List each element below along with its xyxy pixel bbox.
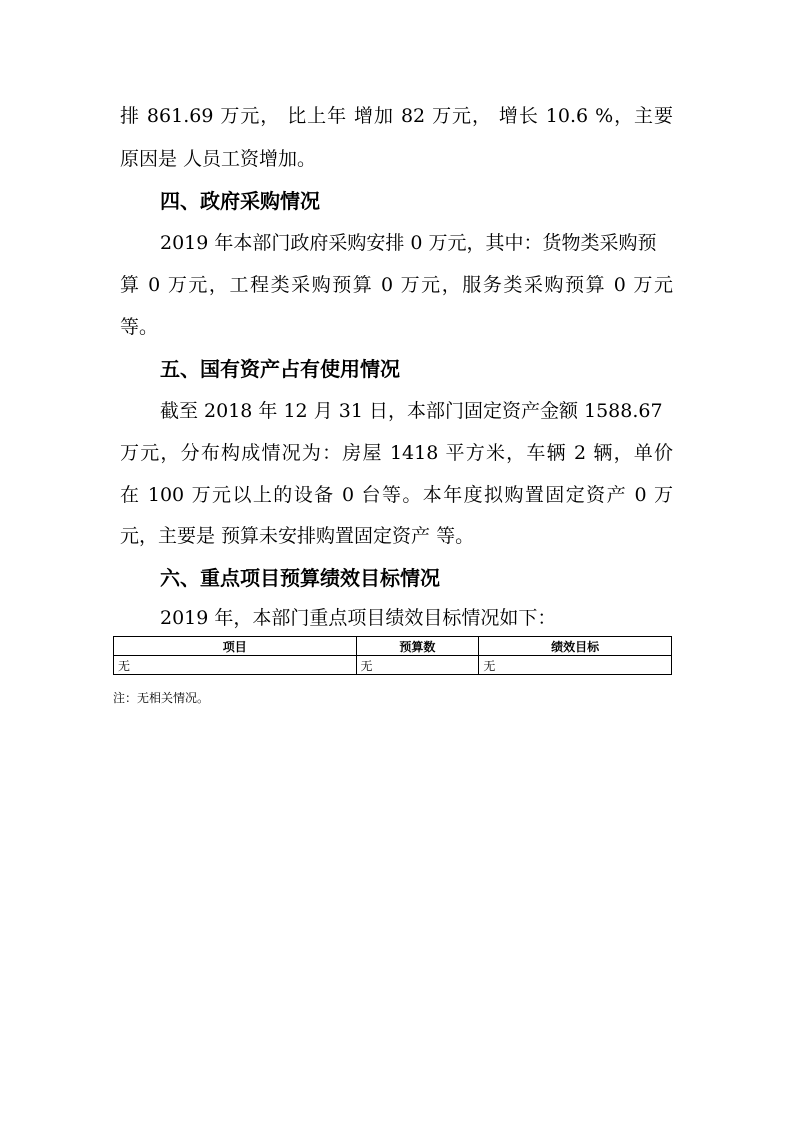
section-heading: 六、重点项目预算绩效目标情况 xyxy=(160,566,440,590)
paragraph-line: 等。 xyxy=(120,316,159,338)
paragraph-line: 2019 年，本部门重点项目绩效目标情况如下： xyxy=(160,607,557,629)
table-cell: 无 xyxy=(114,656,357,675)
column-header-target: 绩效目标 xyxy=(479,637,672,656)
table-cell: 无 xyxy=(356,656,479,675)
table-cell: 无 xyxy=(479,656,672,675)
paragraph-line: 2019 年本部门政府采购安排 0 万元，其中：货物类采购预 xyxy=(160,232,657,254)
performance-table xyxy=(113,636,672,675)
column-header-project: 项目 xyxy=(114,637,357,656)
section-heading: 五、国有资产占有使用情况 xyxy=(160,357,400,381)
paragraph-line: 算 0 万元，工程类采购预算 0 万元，服务类采购预算 0 万元 xyxy=(120,274,673,296)
paragraph-line: 元，主要是 预算未安排购置固定资产 等。 xyxy=(120,525,475,547)
paragraph-line: 万元，分布构成情况为：房屋 1418 平方米，车辆 2 辆，单价 xyxy=(120,442,673,464)
section-heading: 四、政府采购情况 xyxy=(160,189,320,213)
table-header-row xyxy=(114,637,672,656)
table-note: 注：无相关情况。 xyxy=(113,691,210,705)
paragraph-line: 原因是 人员工资增加。 xyxy=(120,148,317,170)
table-row xyxy=(114,656,672,675)
column-header-budget: 预算数 xyxy=(356,637,479,656)
paragraph-line: 截至 2018 年 12 月 31 日，本部门固定资产金额 1588.67 xyxy=(160,400,663,422)
paragraph-line: 在 100 万元以上的设备 0 台等。本年度拟购置固定资产 0 万 xyxy=(120,484,673,506)
paragraph-line: 排 861.69 万元， 比上年 增加 82 万元， 增长 10.6 %，主要 xyxy=(120,105,673,127)
